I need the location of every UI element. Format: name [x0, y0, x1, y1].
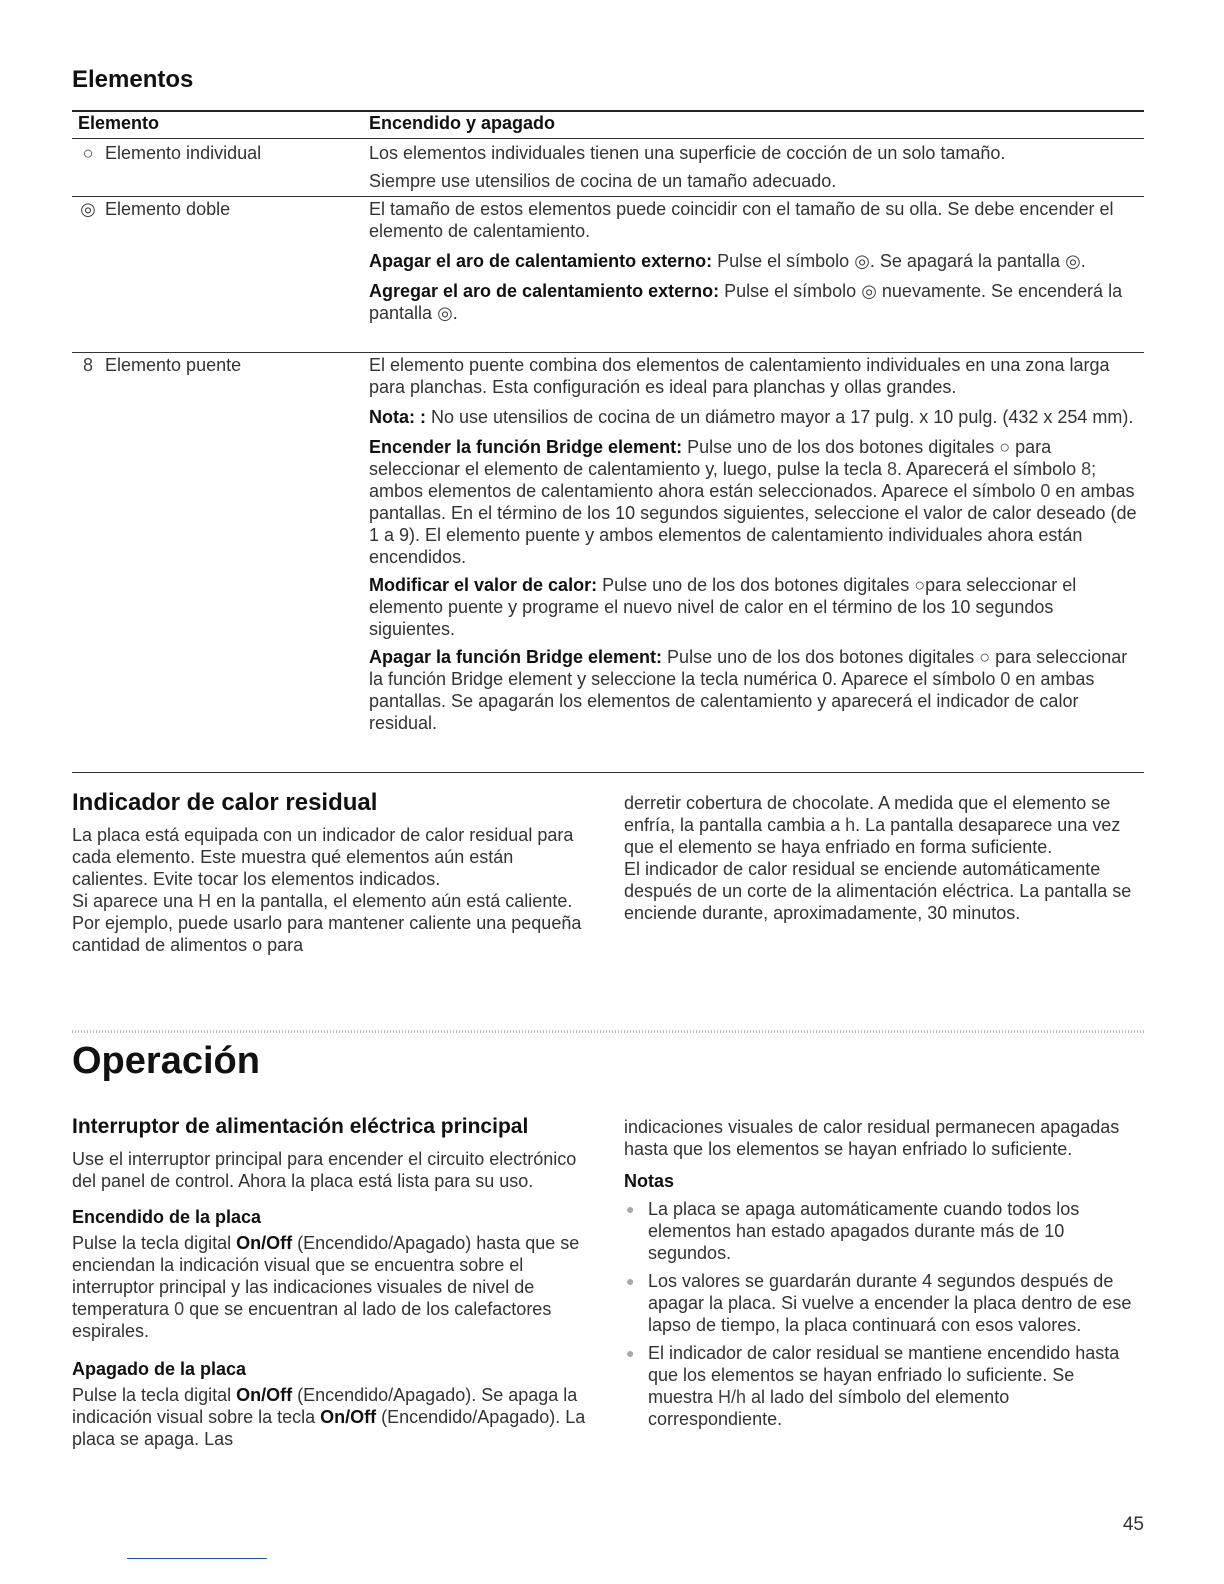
paragraph-lead: Nota: : [369, 407, 426, 427]
text-run: en la pantalla, el elemento aún está caliente. Por ejemplo, puede usarlo para mantener caliente una pequeña cantidad de alimentos o para [72, 891, 582, 955]
section-title-indicador: Indicador de calor residual [72, 789, 378, 816]
subsection-title-notas: Notas [624, 1171, 675, 1191]
bullet-icon: ● [626, 1273, 635, 1289]
text-run: ; ambos elementos de calentamiento ahora están seleccionados. Aparece el símbolo [369, 459, 1097, 501]
bridge-icon: 8 [886, 459, 897, 479]
paragraph [72, 890, 592, 956]
paragraph-lead: Apagar la función Bridge element: [369, 647, 663, 667]
indicador-right-column [624, 792, 1144, 924]
row-paragraph [369, 436, 1144, 568]
table-row-elemento-puente [76, 354, 346, 376]
footer-rule [127, 1558, 267, 1559]
row-label: Elemento puente [105, 355, 242, 375]
bridge-icon: 8 [1081, 459, 1092, 479]
text-run: en ambas pantallas. Se apagarán los elementos de calentamiento y aparecerá el indicador de calor residual. [369, 669, 1095, 733]
list-item [624, 1198, 1144, 1264]
bullet-icon: ● [626, 1201, 635, 1217]
paragraph [72, 1384, 592, 1450]
subsection-title-apagado: Apagado de la placa [72, 1359, 247, 1379]
row-paragraph [369, 574, 1144, 640]
text-run: que se encuentran al lado de los calefactores espirales. [72, 1299, 552, 1341]
row-paragraph: Siempre use utensilios de cocina de un tamaño adecuado. [369, 171, 837, 191]
paragraph-lead: Agregar el aro de calentamiento externo: [369, 281, 720, 301]
paragraph-lead: Apagar el aro de calentamiento externo: [369, 251, 713, 271]
operacion-left-column [72, 1116, 592, 1450]
row-paragraph [369, 646, 1144, 734]
paragraph: El indicador de calor residual se enciende automáticamente después de un corte de la alimentación eléctrica. La pantalla se enciende durante, aproximadamente, 30 minutos. [624, 859, 1132, 923]
Hh-display-icon: H/h [718, 1387, 747, 1407]
text-run: para seleccionar el elemento de calentamiento y, luego, pulse la tecla [369, 437, 1052, 479]
double-ring-icon: ◎ [1065, 251, 1081, 271]
text-run: . La pantalla desaparece una vez que el elemento se haya enfriado en forma suficiente. [624, 815, 1121, 857]
section-divider [72, 1030, 1144, 1033]
row-paragraph: Los elementos individuales tienen una superficie de cocción de un solo tamaño. [369, 143, 1006, 163]
on-off-key-label: On/Off [236, 1233, 293, 1253]
text-run: Pulse el símbolo [712, 251, 855, 271]
double-ring-icon: ◎ [80, 199, 96, 219]
double-ring-icon: ◎ [861, 281, 877, 301]
text-run: Pulse el símbolo [719, 281, 862, 301]
list-item-text: Los valores se guardarán durante 4 segundos después de apagar la placa. Si vuelve a encender la placa dentro de ese lapso de tiempo, la placa continuará con esos valores. [648, 1271, 1132, 1335]
text-run: No use utensilios de cocina de un diámetro mayor a 17 pulg. x 10 pulg. (432 x 254 mm). [426, 407, 1134, 427]
zero-display-icon: 0 [174, 1299, 185, 1319]
single-ring-icon: ○ [82, 143, 94, 163]
list-item [624, 1270, 1144, 1336]
page-number: 45 [1122, 1514, 1144, 1535]
single-ring-icon: ○ [979, 647, 991, 667]
text-run: . Se apagará la pantalla [869, 251, 1066, 271]
table-bottom-rule [72, 772, 1144, 773]
text-run: . [452, 303, 458, 323]
list-item [624, 1342, 1144, 1430]
table-row-rule [72, 352, 1144, 353]
table-row-desc [369, 354, 1144, 740]
text-run: Pulse uno de los dos botones digitales [682, 437, 1000, 457]
paragraph [624, 792, 1144, 858]
row-label: Elemento individual [105, 143, 262, 163]
text-run: derretir cobertura de chocolate. A medida que el elemento se enfría, la pantalla cambia a [624, 793, 1111, 835]
row-paragraph: El elemento puente combina dos elementos de calentamiento individuales en una zona larga para planchas. Esta configuración es ideal para planchas y ollas grandes. [369, 355, 1110, 397]
paragraph-lead: Encender la función Bridge element: [369, 437, 683, 457]
text-run: al lado del símbolo del elemento correspondiente. [648, 1387, 1010, 1429]
text-run: para seleccionar la función Bridge element y seleccione la tecla numérica 0. Aparece el símbolo [369, 647, 1128, 689]
on-off-key-label: On/Off [320, 1407, 377, 1427]
zero-display-icon: 0 [1000, 669, 1011, 689]
text-run: . Aparecerá el símbolo [897, 459, 1082, 479]
double-ring-icon: ◎ [437, 303, 453, 323]
paragraph: Use el interruptor principal para encender el circuito electrónico del panel de control. Ahora la placa está lista para su uso. [72, 1149, 577, 1191]
table-row-desc [369, 198, 1144, 330]
subsection-title-encendido: Encendido de la placa [72, 1207, 262, 1227]
section-title-operacion: Operación [72, 1040, 260, 1082]
single-ring-icon: ○ [914, 575, 926, 595]
h-display-icon: h [845, 815, 856, 835]
paragraph: indicaciones visuales de calor residual permanecen apagadas hasta que los elementos se hayan enfriado lo suficiente. [624, 1117, 1120, 1159]
text-run: para seleccionar el elemento puente y programe el nuevo nivel de calor en el término de los 10 segundos siguientes. [369, 575, 1077, 639]
text-run: Si aparece una [72, 891, 199, 911]
text-run: Pulse la tecla digital [72, 1385, 237, 1405]
text-run: Pulse uno de los dos botones digitales [662, 647, 980, 667]
table-header-encendido: Encendido y apagado [369, 113, 556, 133]
table-header-rule [72, 138, 1144, 139]
table-top-rule [72, 110, 1144, 112]
text-run: (Encendido/Apagado). La placa se apaga. Las [72, 1407, 586, 1449]
text-run: (Encendido/Apagado). Se apaga la indicación visual sobre la tecla [72, 1385, 578, 1427]
text-run: nuevamente. Se encenderá la pantalla [369, 281, 1123, 323]
row-paragraph: El tamaño de estos elementos puede coincidir con el tamaño de su olla. Se debe encender el elemento de calentamiento. [369, 199, 1114, 241]
single-ring-icon: ○ [999, 437, 1011, 457]
paragraph: La placa está equipada con un indicador de calor residual para cada elemento. Este muestra qué elementos aún están calientes. Evite tocar los elementos indicados. [72, 825, 574, 889]
bullet-icon: ● [626, 1345, 635, 1361]
section-title-elementos: Elementos [72, 66, 194, 93]
on-off-key-label: On/Off [236, 1385, 293, 1405]
table-row-rule [72, 196, 1144, 197]
H-display-icon: H [198, 891, 212, 911]
text-run: Pulse la tecla digital [72, 1233, 237, 1253]
row-label: Elemento doble [105, 199, 231, 219]
table-row-elemento-individual [76, 142, 346, 164]
text-run: en ambas pantallas. En el término de los 10 segundos siguientes, seleccione el valor de calor deseado (de 1 a 9). El elemento puente y ambos elementos de calentamiento individuales ahora están encendidos. [369, 481, 1137, 567]
row-paragraph [369, 280, 1144, 324]
row-paragraph [369, 406, 1144, 428]
text-run: (Encendido/Apagado) hasta que se enciendan la indicación visual que se encuentra sobre el interruptor principal y las indicaciones visuales de nivel de temperatura [72, 1233, 580, 1319]
text-run: Pulse uno de los dos botones digitales [597, 575, 915, 595]
paragraph [72, 1232, 592, 1342]
bridge-icon: 8 [82, 355, 93, 375]
table-header-elemento: Elemento [78, 113, 160, 133]
table-row-elemento-doble [76, 198, 346, 220]
paragraph-lead: Modificar el valor de calor: [369, 575, 598, 595]
operacion-right-column [624, 1116, 1144, 1436]
text-run: El indicador de calor residual se mantiene encendido hasta que los elementos se hayan enfriado lo suficiente. Se muestra [648, 1343, 1120, 1407]
indicador-left-column [72, 824, 592, 956]
subsection-title-interruptor: Interruptor de alimentación eléctrica principal [72, 1115, 529, 1138]
list-item-text: La placa se apaga automáticamente cuando todos los elementos han estado apagados durante más de 10 segundos. [648, 1199, 1080, 1263]
zero-display-icon: 0 [1040, 481, 1051, 501]
double-ring-icon: ◎ [854, 251, 870, 271]
text-run: . [1080, 251, 1086, 271]
table-row-desc [369, 142, 1144, 198]
row-paragraph [369, 250, 1144, 272]
